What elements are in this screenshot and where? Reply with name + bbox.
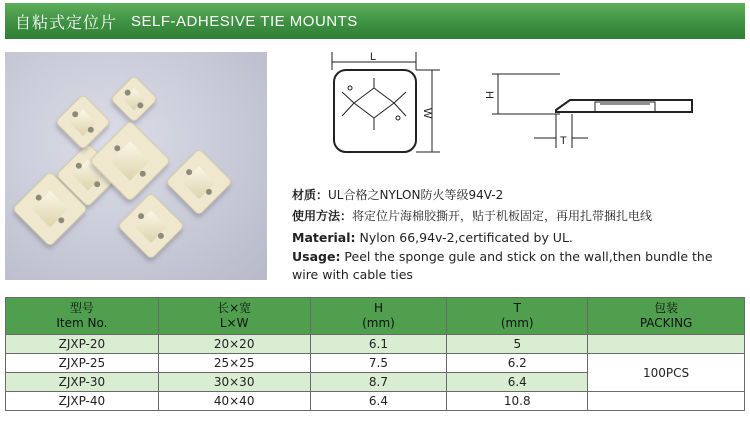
header-h: H (mm)	[310, 298, 447, 335]
cell-h: 6.4	[310, 392, 447, 411]
header-item-no: 型号 Item No.	[6, 298, 159, 335]
product-photo	[5, 52, 267, 280]
table-row	[6, 335, 745, 354]
tie-mount-image	[117, 192, 185, 260]
title-banner	[5, 3, 745, 39]
material-cn-text: UL合格之NYLON防火等级94V-2	[328, 188, 504, 202]
usage-en-line	[292, 248, 713, 284]
cell-h: 6.1	[310, 335, 447, 354]
table-header-row	[6, 298, 745, 335]
usage-cn-line	[292, 207, 652, 224]
material-cn-line	[292, 186, 503, 203]
usage-cn-text: 将定位片海棉胶撕开，贴于机板固定，再用扎带捆扎电线	[352, 209, 653, 223]
cell-packing: 100PCS	[588, 354, 745, 392]
dimension-label-w: W	[421, 108, 433, 119]
cell-h: 8.7	[310, 373, 447, 392]
material-en-line	[292, 229, 573, 247]
cell-lxw: 20×20	[158, 335, 310, 354]
title-english: SELF-ADHESIVE TIE MOUNTS	[131, 12, 358, 30]
material-en-label: Material:	[292, 230, 356, 245]
dimension-label-t: T	[560, 135, 567, 147]
cell-h: 7.5	[310, 354, 447, 373]
table-row	[6, 392, 745, 411]
usage-en-label: Usage:	[292, 249, 341, 264]
tie-mount-image	[55, 94, 112, 151]
cell-lxw: 25×25	[158, 354, 310, 373]
technical-drawing	[320, 48, 740, 168]
material-en-text: Nylon 66,94v-2,certificated by UL.	[355, 230, 573, 245]
cell-lxw: 40×40	[158, 392, 310, 411]
dimension-label-l: L	[370, 51, 377, 63]
usage-cn-label: 使用方法：	[292, 209, 353, 223]
header-lxw: 长×宽 L×W	[158, 298, 310, 335]
tie-mount-image	[110, 75, 158, 123]
cell-lxw: 30×30	[158, 373, 310, 392]
cell-item: ZJXP-25	[6, 354, 159, 373]
usage-en-text-1: Peel the sponge gule and stick on the wall,then bundle the	[340, 249, 713, 264]
title-bar	[0, 0, 750, 42]
usage-en-text-2: wire with cable ties	[292, 267, 413, 282]
cell-packing-empty	[588, 335, 745, 354]
cell-item: ZJXP-20	[6, 335, 159, 354]
specification-table	[5, 297, 745, 411]
cell-item: ZJXP-40	[6, 392, 159, 411]
cell-packing-empty	[588, 392, 745, 411]
cell-t: 6.4	[447, 373, 588, 392]
dimension-label-h: H	[483, 91, 495, 99]
cell-t: 5	[447, 335, 588, 354]
cell-t: 10.8	[447, 392, 588, 411]
table-row	[6, 354, 745, 373]
material-cn-label: 材质：	[292, 188, 329, 202]
header-t: T (mm)	[447, 298, 588, 335]
tie-mount-image	[165, 148, 233, 216]
cell-t: 6.2	[447, 354, 588, 373]
title-chinese: 自粘式定位片	[15, 12, 118, 32]
header-packing: 包装 PACKING	[588, 298, 745, 335]
cell-item: ZJXP-30	[6, 373, 159, 392]
